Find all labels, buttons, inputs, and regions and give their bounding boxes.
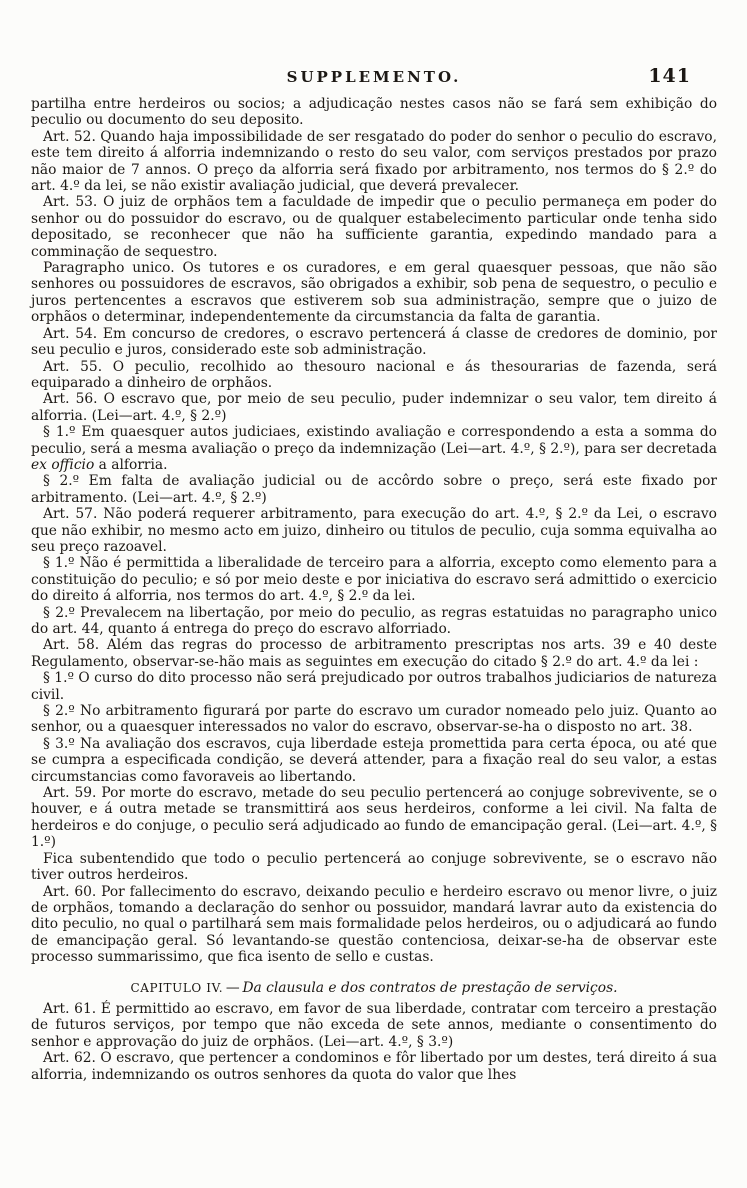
paragraph <box>31 736 717 785</box>
paragraph <box>31 785 717 851</box>
text-segment: Art. 60. Por fallecimento do escravo, deixando peculio e herdeiro escravo ou menor livre, o juiz de orphãos, tomando a declaração do senhor ou possuidor, mandará lavrar auto da existencia do dito peculio, no qual o partilhará sem mais formalidade pelos herdeiros, ou o adjudicará ao fundo de emancipação geral. Só levantando-se questão contenciosa, deixar-se-ha de observar este processo summarissimo, que fica isento de sello e custas. <box>31 883 717 966</box>
document-body <box>31 96 717 1083</box>
text-segment: Art. 54. Em concurso de credores, o escravo pertencerá á classe de credores de dominio, por seu peculio e juros, considerado este sob administração. <box>31 325 717 359</box>
paragraph <box>31 555 717 604</box>
paragraph <box>31 326 717 359</box>
text-segment: a alforria. <box>94 456 168 473</box>
text-segment: § 2.º Prevalecem na libertação, por meio do peculio, as regras estatuidas no paragrapho unico do art. 44, quanto á entrega do preço do escravo alforriado. <box>31 604 717 637</box>
paragraph <box>31 851 717 884</box>
paragraph <box>31 129 717 195</box>
running-header <box>31 65 717 92</box>
text-segment: partilha entre herdeiros ou socios; a adjudicação nestes casos não se fará sem exhibição do peculio ou documento do seu deposito. <box>31 96 717 129</box>
text-segment: Art. 57. Não poderá requerer arbitramento, para execução do art. 4.º, § 2.º da Lei, o escravo que não exhibir, no mesmo acto em juizo, dinheiro ou titulos de peculio, cuja somma equivalha ao seu preço razoavel. <box>31 506 717 555</box>
text-segment: Art. 56. O escravo que, por meio de seu peculio, puder indemnizar o seu valor, tem direito á alforria. (Lei—art. 4.º, § 2.º) <box>31 391 717 424</box>
paragraph <box>31 703 717 736</box>
text-segment: Da clausula e dos contratos de prestação de serviços. <box>242 979 618 996</box>
paragraph <box>31 637 717 670</box>
text-segment: Art. 59. Por morte do escravo, metade do seu peculio pertencerá ao conjuge sobrevivente, se o houver, e á outra metade se transmittirá aos seus herdeiros, conforme a lei civil. Na falta de herdeiros e do conjuge, o peculio será adjudicado ao fundo de emancipação geral. (Lei—art. 4.º, § 1.º) <box>31 785 717 851</box>
page-number: 141 <box>648 65 691 87</box>
paragraph <box>31 391 717 424</box>
paragraph <box>31 670 717 703</box>
text-segment: § 1.º O curso do dito processo não será prejudicado por outros trabalhos judiciarios de natureza civil. <box>31 670 717 703</box>
paragraph <box>31 473 717 506</box>
text-segment: Art. 53. O juiz de orphãos tem a faculdade de impedir que o peculio permaneça em poder do senhor ou do possuidor do escravo, ou de qualquer estabelecimento particular onde tenha sido depositado, se reconhecer que não ha sufficiente garantia, expedindo mandado para a comminação de sequestro. <box>31 194 717 260</box>
text-segment: Art. 55. O peculio, recolhido ao thesouro nacional e ás thesourarias de fazenda, será equiparado a dinheiro de orphãos. <box>31 358 717 391</box>
text-segment: § 2.º No arbitramento figurará por parte do escravo um curador nomeado pelo juiz. Quanto ao senhor, ou a quaesquer interessados no valor do escravo, observar-se-ha o disposto no art. 38. <box>31 703 717 736</box>
text-segment: ex officio <box>31 456 95 473</box>
text-segment: § 1.º Em quaesquer autos judiciaes, existindo avaliação e correspondendo a esta a somma do peculio, será a mesma avaliação o preço da indemnização (Lei—art. 4.º, § 2.º), para ser decretada <box>31 424 717 457</box>
text-segment: Art. 58. Além das regras do processo de arbitramento prescriptas nos arts. 39 e 40 deste Regulamento, observar-se-hão mais as seguintes em execução do citado § 2.º do art. 4.º da lei : <box>31 637 717 670</box>
text-segment: § 2.º Em falta de avaliação judicial ou de accôrdo sobre o preço, será este fixado por arbitramento. (Lei—art. 4.º, § 2.º) <box>31 473 717 506</box>
text-segment: Fica subentendido que todo o peculio pertencerá ao conjuge sobrevivente, se o escravo não tiver outros herdeiros. <box>31 850 717 884</box>
paragraph <box>31 424 717 473</box>
paragraph <box>31 1050 717 1083</box>
paragraph <box>31 506 717 555</box>
paragraph <box>31 605 717 638</box>
text-segment: § 1.º Não é permittida a liberalidade de terceiro para a alforria, excepto como elemento para a constituição do peculio; e só por meio deste e por iniciativa do escravo será admittido o exercicio do direito á alforria, nos termos do art. 4.º, § 2.º da lei. <box>31 555 717 605</box>
text-segment: Art. 52. Quando haja impossibilidade de ser resgatado do poder do senhor o peculio do escravo, este tem direito á alforria indemnizando o resto do seu valor, com serviços prestados por prazo não maior de 7 annos. O preço da alforria será fixado por arbitramento, nos termos do § 2.º do art. 4.º da lei, se não existir avaliação judicial, que deverá prevalecer. <box>31 128 717 195</box>
text-segment: Paragrapho unico. Os tutores e os curadores, e em geral quaesquer pessoas, que não são senhores ou possuidores de escravos, são obrigados a exhibir, sob pena de sequestro, o peculio e juros pertencentes a escravos que estiverem sob sua administração, sempre que o juizo de orphãos o determinar, independentemente da circumstancia da falta de garantia. <box>31 260 717 326</box>
text-segment: CAPITULO IV. <box>130 980 224 995</box>
chapter-heading <box>31 980 717 996</box>
paragraph <box>31 884 717 966</box>
paragraph <box>31 1001 717 1050</box>
text-segment: Art. 62. O escravo, que pertencer a condominos e fôr libertado por um destes, terá direito á sua alforria, indemnizando os outros senhores da quota do valor que lhes <box>31 1050 717 1083</box>
paragraph <box>31 96 717 129</box>
text-segment: Art. 61. É permittido ao escravo, em favor de sua liberdade, contratar com terceiro a prestação de futuros serviços, por tempo que não exceda de sete annos, mediante o consentimento do senhor e approvação do juiz de orphãos. (Lei—art. 4.º, § 3.º) <box>31 1000 717 1050</box>
text-segment: § 3.º Na avaliação dos escravos, cuja liberdade esteja promettida para certa época, ou até que se cumpra a especificada condição, se deverá attender, para a fixação real do seu valor, a estas circumstancias como favoraveis ao libertando. <box>31 735 717 785</box>
running-header-title: SUPPLEMENTO. <box>286 68 462 86</box>
text-segment: — <box>223 979 243 996</box>
paragraph <box>31 194 717 260</box>
paragraph <box>31 359 717 392</box>
paragraph <box>31 260 717 326</box>
